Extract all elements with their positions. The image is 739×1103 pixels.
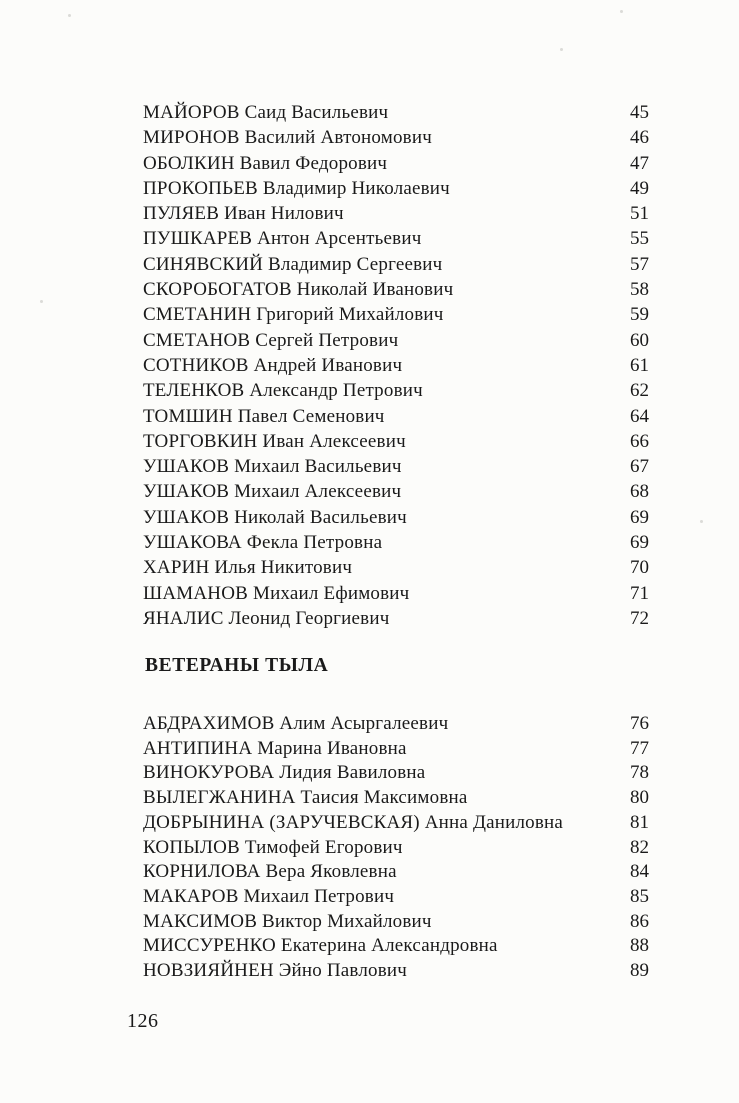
toc-entry-row: [143, 404, 649, 429]
toc-entry-name: МИРОНОВ Василий Автономович: [143, 127, 432, 149]
toc-entry-page-number: 89: [630, 960, 649, 982]
scan-speck: [560, 48, 563, 51]
toc-entry-row: [143, 505, 649, 530]
toc-entry-name: МИССУРЕНКО Екатерина Александровна: [143, 935, 498, 957]
toc-entry-page-number: 70: [630, 557, 649, 579]
toc-entry-name: АБДРАХИМОВ Алим Асыргалеевич: [143, 713, 449, 734]
toc-entry-page-number: 77: [630, 737, 649, 759]
toc-entry-name: УШАКОВА Фекла Петровна: [143, 532, 383, 554]
toc-entry-name: НОВЗИЯЙНЕН Эйно Павлович: [143, 960, 408, 982]
toc-entry-page-number: 68: [630, 481, 649, 503]
toc-entry-page-number: 81: [630, 811, 649, 833]
toc-entry-name: КОПЫЛОВ Тимофей Егорович: [143, 836, 403, 858]
toc-entry-page-number: 76: [630, 713, 649, 734]
toc-entry-page-number: 86: [630, 910, 649, 932]
toc-list-veterans: [143, 100, 649, 631]
toc-entry-row: [143, 860, 649, 885]
toc-entry-page-number: 67: [630, 456, 649, 478]
toc-entry-page-number: 85: [630, 885, 649, 907]
toc-entry-name: ТОРГОВКИН Иван Алексеевич: [143, 430, 406, 452]
toc-entry-page-number: 66: [630, 430, 649, 452]
toc-entry-row: [143, 959, 649, 984]
toc-entry-page-number: 59: [630, 304, 649, 326]
toc-entry-page-number: 84: [630, 861, 649, 883]
toc-entry-row: [143, 479, 649, 504]
scan-speck: [40, 300, 43, 303]
toc-entry-name: УШАКОВ Михаил Алексеевич: [143, 481, 402, 503]
toc-entry-name: ТЕЛЕНКОВ Александр Петрович: [143, 380, 423, 402]
toc-entry-name: МАКСИМОВ Виктор Михайлович: [143, 910, 432, 932]
toc-entry-row: [143, 226, 649, 251]
toc-entry-name: СИНЯВСКИЙ Владимир Сергеевич: [143, 253, 443, 275]
toc-entry-name: ПУШКАРЕВ Антон Арсентьевич: [143, 228, 422, 250]
toc-entry-name: УШАКОВ Михаил Васильевич: [143, 456, 402, 478]
toc-entry-page-number: 58: [630, 279, 649, 301]
toc-entry-page-number: 45: [630, 102, 649, 123]
toc-entry-page-number: 55: [630, 228, 649, 250]
toc-entry-name: ВЫЛЕГЖАНИНА Таисия Максимовна: [143, 787, 468, 809]
scan-speck: [700, 520, 703, 523]
toc-entry-row: [143, 836, 649, 861]
toc-entry-row: [143, 761, 649, 786]
toc-entry-name: СМЕТАНИН Григорий Михайлович: [143, 304, 444, 326]
toc-entry-row: [143, 100, 649, 125]
toc-entry-page-number: 62: [630, 380, 649, 402]
toc-entry-row: [143, 811, 649, 836]
toc-entry-name: ХАРИН Илья Никитович: [143, 557, 353, 579]
toc-entry-page-number: 51: [630, 203, 649, 225]
toc-entry-row: [143, 885, 649, 910]
toc-entry-page-number: 82: [630, 836, 649, 858]
toc-entry-name: ОБОЛКИН Вавил Федорович: [143, 152, 388, 174]
toc-entry-row: [143, 454, 649, 479]
scan-speck: [620, 10, 623, 13]
toc-entry-name: ЯНАЛИС Леонид Георгиевич: [143, 607, 390, 629]
toc-entry-page-number: 69: [630, 506, 649, 528]
scan-speck: [68, 14, 71, 17]
toc-entry-page-number: 72: [630, 607, 649, 629]
toc-entry-name: ШАМАНОВ Михаил Ефимович: [143, 582, 410, 604]
toc-entry-page-number: 64: [630, 405, 649, 427]
toc-entry-name: МАЙОРОВ Саид Васильевич: [143, 102, 389, 123]
toc-entry-name: СМЕТАНОВ Сергей Петрович: [143, 329, 399, 351]
toc-entry-name: ДОБРЫНИНА (ЗАРУЧЕВСКАЯ) Анна Даниловна: [143, 811, 564, 833]
toc-entry-page-number: 60: [630, 329, 649, 351]
toc-entry-name: ПРОКОПЬЕВ Владимир Николаевич: [143, 177, 450, 199]
toc-entry-name: ВИНОКУРОВА Лидия Вавиловна: [143, 762, 426, 784]
toc-entry-page-number: 71: [630, 582, 649, 604]
toc-entry-row: [143, 429, 649, 454]
toc-entry-row: [143, 151, 649, 176]
toc-entry-page-number: 80: [630, 787, 649, 809]
toc-entry-name: АНТИПИНА Марина Ивановна: [143, 737, 407, 759]
toc-entry-row: [143, 786, 649, 811]
toc-entry-page-number: 78: [630, 762, 649, 784]
toc-entry-row: [143, 606, 649, 631]
toc-list-veterans-tyla: [143, 712, 649, 984]
toc-entry-row: [143, 125, 649, 150]
toc-entry-row: [143, 581, 649, 606]
toc-entry-row: [143, 302, 649, 327]
toc-entry-name: СКОРОБОГАТОВ Николай Иванович: [143, 279, 454, 301]
toc-entry-row: [143, 353, 649, 378]
toc-section-2: [143, 712, 649, 984]
toc-entry-name: ПУЛЯЕВ Иван Нилович: [143, 203, 344, 225]
toc-entry-page-number: 49: [630, 177, 649, 199]
toc-section-1: [143, 100, 649, 631]
toc-entry-name: ТОМШИН Павел Семенович: [143, 405, 385, 427]
toc-entry-name: СОТНИКОВ Андрей Иванович: [143, 354, 403, 376]
toc-entry-page-number: 47: [630, 152, 649, 174]
toc-entry-page-number: 61: [630, 354, 649, 376]
toc-entry-row: [143, 252, 649, 277]
toc-entry-name: МАКАРОВ Михаил Петрович: [143, 885, 395, 907]
toc-entry-row: [143, 737, 649, 762]
toc-entry-page-number: 69: [630, 532, 649, 554]
toc-entry-row: [143, 530, 649, 555]
toc-entry-page-number: 57: [630, 253, 649, 275]
page-folio-number: 126: [127, 1010, 159, 1032]
toc-entry-row: [143, 934, 649, 959]
toc-entry-page-number: 88: [630, 935, 649, 957]
toc-entry-name: УШАКОВ Николай Васильевич: [143, 506, 407, 528]
section-heading-veterany-tyla: ВЕТЕРАНЫ ТЫЛА: [145, 655, 329, 676]
toc-entry-row: [143, 201, 649, 226]
toc-entry-row: [143, 277, 649, 302]
toc-entry-row: [143, 378, 649, 403]
toc-entry-row: [143, 328, 649, 353]
toc-entry-row: [143, 712, 649, 737]
toc-entry-row: [143, 910, 649, 935]
toc-entry-name: КОРНИЛОВА Вера Яковлевна: [143, 861, 397, 883]
toc-entry-row: [143, 555, 649, 580]
toc-entry-row: [143, 176, 649, 201]
toc-entry-page-number: 46: [630, 127, 649, 149]
